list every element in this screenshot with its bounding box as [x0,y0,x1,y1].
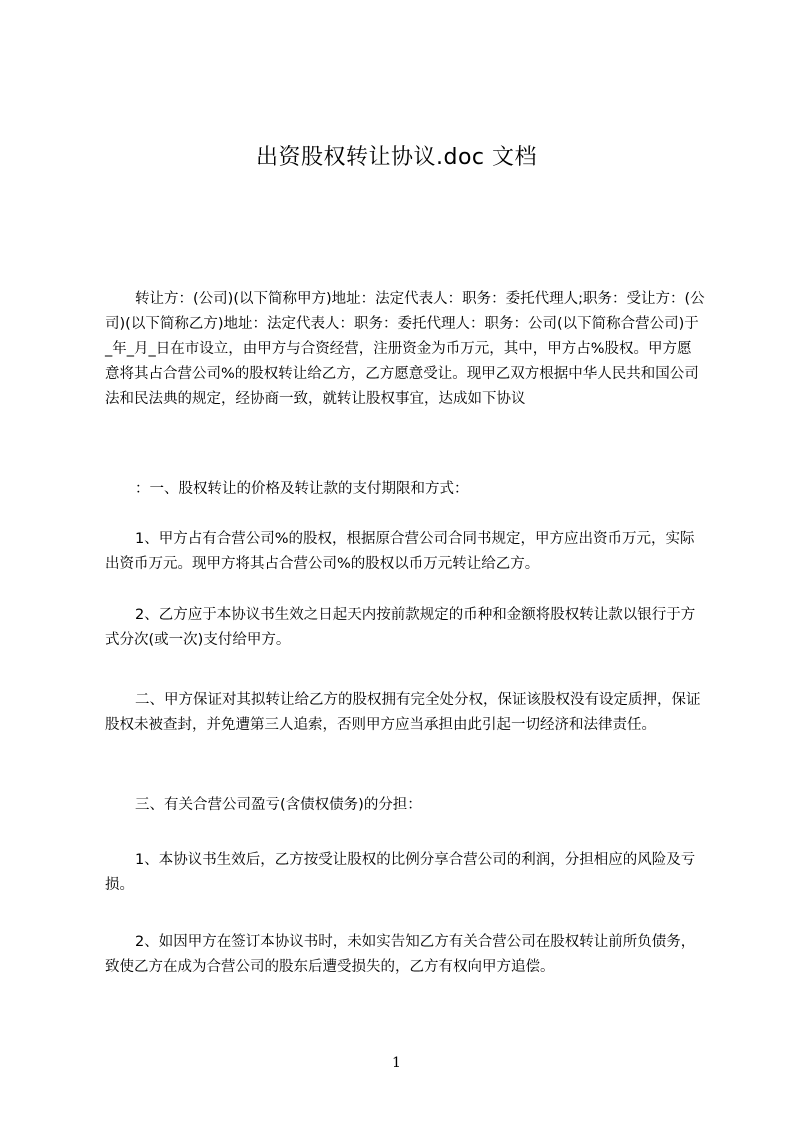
paragraph-section-3-heading: 三、有关合营公司盈亏(含债权债务)的分担： [135,797,422,813]
paragraph-section-3-item-2: 2、如因甲方在签订本协议书时，未如实告知乙方有关合营公司在股权转让前所负债务，致使乙方在成为合营公司的股东后遭受损失的，乙方有权向甲方追偿。 [105,934,696,975]
paragraph-section-1-heading: ：一、股权转让的价格及转让款的支付期限和方式： [135,481,469,497]
paragraph-section-1-item-2: 2、乙方应于本协议书生效之日起天内按前款规定的币种和金额将股权转让款以银行于方式分次(或一次)支付给甲方。 [105,607,696,648]
paragraph-section-1-item-1: 1、甲方占有合营公司%的股权，根据原合营公司合同书规定，甲方应出资币万元，实际出资币万元。现甲方将其占合营公司%的股权以币万元转让给乙方。 [105,531,695,572]
page-number: 1 [392,1055,401,1071]
paragraph-section-3-item-1: 1、本协议书生效后，乙方按受让股权的比例分享合营公司的利润，分担相应的风险及亏损。 [105,852,696,893]
paragraph-section-2: 二、甲方保证对其拟转让给乙方的股权拥有完全处分权，保证该股权没有设定质押，保证股权未被查封，并免遭第三人追索，否则甲方应当承担由此引起一切经济和法律责任。 [105,692,701,733]
paragraph-parties: 转让方：(公司)(以下简称甲方)地址：法定代表人：职务：委托代理人;职务：受让方：(公司)(以下简称乙方)地址：法定代表人：职务：委托代理人：职务：公司(以下简称合营公司)于_年_月_日在市设立，由甲方与合资经营，注册资金为币万元，其中，甲方占%股权。甲方愿意将其占合营公司%的股权转让给乙方，乙方愿意受让。现甲乙双方根据中华人民共和国公司法和民法典的规定，经协商一致，就转让股权事宜，达成如下协议 [105,291,705,407]
document-title: 出资股权转让协议.doc 文档 [255,145,537,170]
